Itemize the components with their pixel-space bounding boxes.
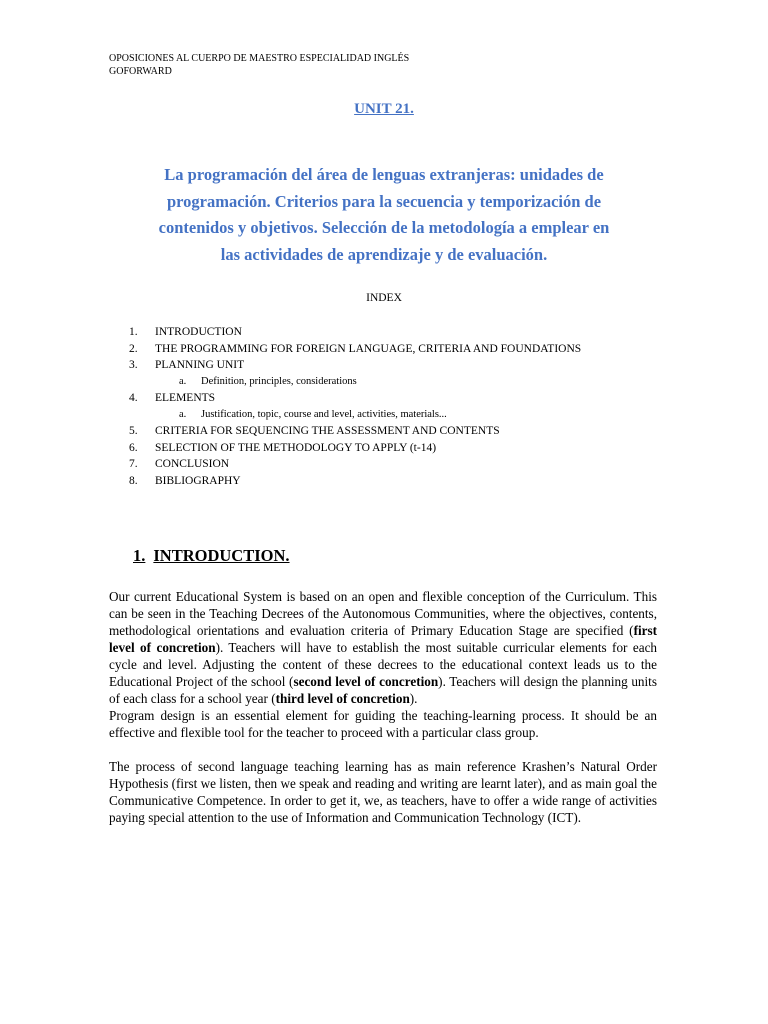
main-title [100,162,668,268]
header-line-2: GOFORWARD [109,66,172,77]
index-subitem [109,374,669,391]
index-item-number: 3. [129,359,138,371]
index-item [109,423,669,440]
index-item [109,390,669,407]
main-title-line: La programación del área de lenguas extranjeras: unidades de [164,165,604,184]
main-title-line: contenidos y objetivos. Selección de la metodología a emplear en [158,218,610,237]
bold-phrase: second level of concretion [293,674,439,689]
index-item-number: 2. [129,342,138,355]
index-item-number: 1. [129,326,138,338]
table-of-contents [109,324,669,489]
paragraph-text: ). Teachers will design the planning units of each class for a school year ( [109,674,657,706]
section-number: 1. [133,546,146,565]
index-item [109,357,669,374]
index-item-number: 8. [129,474,138,487]
index-subitem [109,407,669,424]
index-item-label: PLANNING UNIT [155,359,245,371]
index-item-label: INTRODUCTION [155,326,242,338]
paragraph [109,588,657,707]
paragraph: The process of second language teaching learning has as main reference Krashen’s Natural Order Hypothesis (first we listen, then we speak and reading and writing are learnt later), and as main goal the Communicative Competence. In order to get it, we, as teachers, have to offer a wide range of activities paying special attention to the use of Information and Communication Technology (ICT). [109,759,657,825]
index-heading: INDEX [366,292,402,304]
section-title: INTRODUCTION. [153,546,290,565]
body-text [109,588,657,826]
main-title-line: las actividades de aprendizaje y de evaluación. [220,244,548,264]
index-item-number: a. [179,408,187,420]
index-item [109,456,669,473]
paragraph-text: Our current Educational System is based on an open and flexible conception of the Curriculum. This can be seen in the Teaching Decrees of the Autonomous Communities, where the objectives, contents, methodological orientations and evaluation criteria of Primary Education Stage are specified ( [109,589,657,638]
index-item [109,324,669,341]
index-item [109,473,669,490]
index-item-label: CRITERIA FOR SEQUENCING THE ASSESSMENT AND CONTENTS [155,425,500,437]
bold-phrase: third level of concretion [275,691,410,706]
index-item-label: CONCLUSION [155,458,230,470]
index-item-label: SELECTION OF THE METHODOLOGY TO APPLY (t-14) [155,441,437,454]
paragraph-text: ). [409,691,418,706]
index-item-label: THE PROGRAMMING FOR FOREIGN LANGUAGE, CRITERIA AND FOUNDATIONS [155,342,582,355]
main-title-line: programación. Criterios para la secuencia y temporización de [166,191,602,211]
index-item-number: 7. [129,458,138,470]
index-item-number: 5. [129,425,138,437]
index-item [109,440,669,457]
index-item-number: 4. [129,392,138,404]
index-item-label: Justification, topic, course and level, activities, materials... [201,408,447,420]
bold-phrase: first level of concretion [109,623,657,655]
index-item [109,341,669,358]
unit-title: UNIT 21. [354,101,414,117]
index-item-label: ELEMENTS [155,392,216,404]
section-heading [133,546,290,566]
index-item-number: 6. [129,441,138,454]
header-line-1: OPOSICIONES AL CUERPO DE MAESTRO ESPECIALIDAD INGLÉS [109,53,410,64]
paragraph-text: ). Teachers will have to establish the most suitable curricular elements for each cycle and level. Adjusting the content of these decrees to the educational context leads us to the Educational Project of the school ( [109,640,658,689]
page-header [109,52,409,78]
index-item-label: Definition, principles, considerations [201,375,357,387]
paragraph: Program design is an essential element for guiding the teaching-learning process. It should be an effective and flexible tool for the teacher to proceed with a particular class group. [109,708,657,740]
index-item-number: a. [179,375,187,387]
index-item-label: BIBLIOGRAPHY [155,474,241,487]
